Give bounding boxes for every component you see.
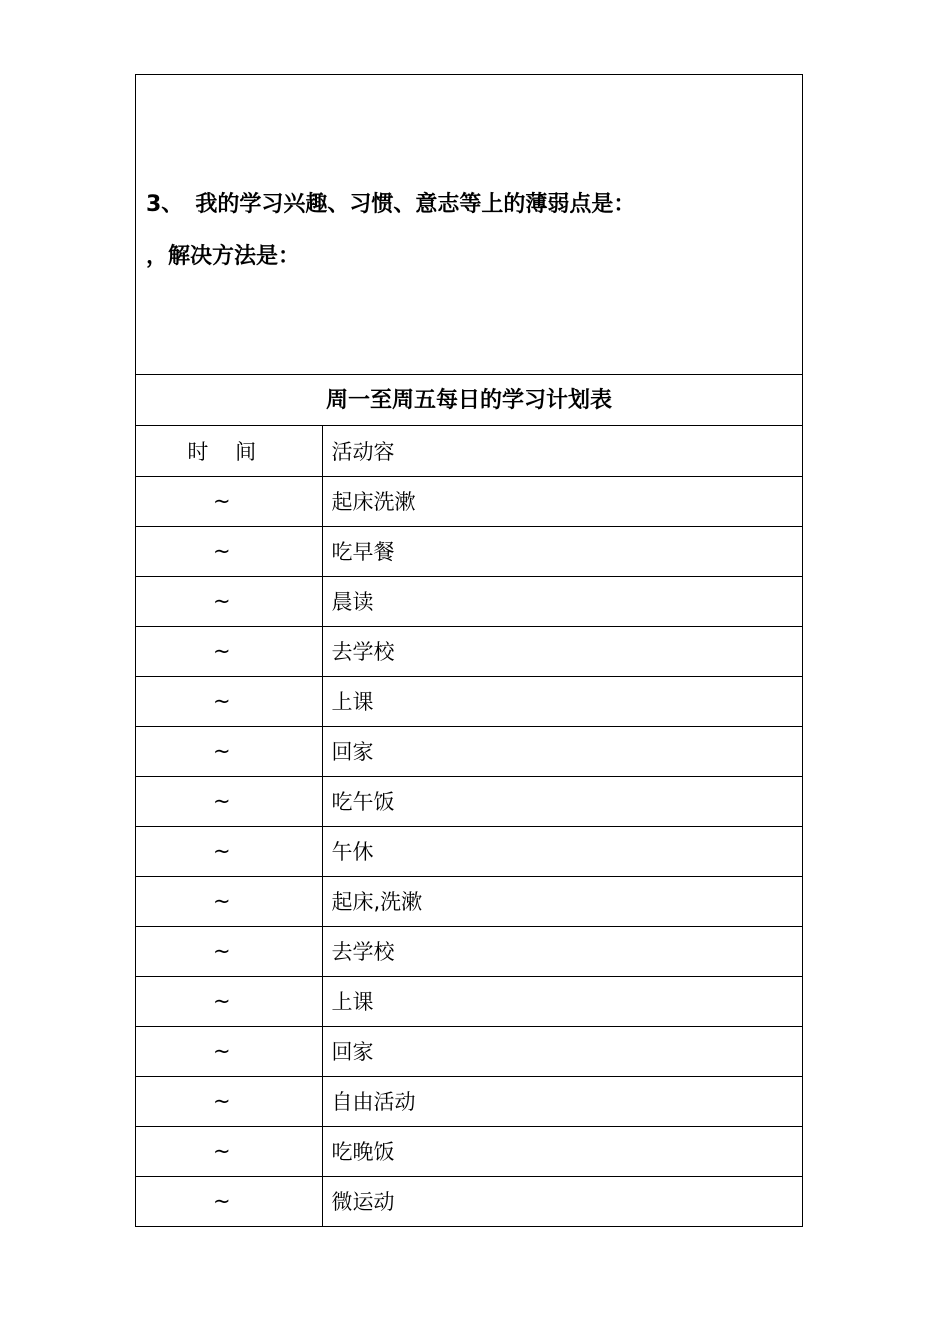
- time-cell: ~: [136, 676, 322, 726]
- table-row: [136, 776, 802, 826]
- table-row: [136, 876, 802, 926]
- time-cell: ~: [136, 576, 322, 626]
- table-row: [136, 476, 802, 526]
- time-cell: ~: [136, 626, 322, 676]
- activity-cell: 吃午饭: [322, 776, 802, 826]
- time-cell: ~: [136, 726, 322, 776]
- table-row: [136, 626, 802, 676]
- table-row: [136, 726, 802, 776]
- time-cell: ~: [136, 1176, 322, 1226]
- table-row: [136, 976, 802, 1026]
- time-column-header: 时 间: [136, 426, 322, 476]
- activity-cell: 上课: [322, 676, 802, 726]
- time-cell: ~: [136, 1126, 322, 1176]
- activity-cell: 去学校: [322, 926, 802, 976]
- time-cell: ~: [136, 926, 322, 976]
- time-cell: ~: [136, 1076, 322, 1126]
- plan-table-title: 周一至周五每日的学习计划表: [136, 375, 802, 426]
- table-row: [136, 526, 802, 576]
- table-row: [136, 1176, 802, 1226]
- activity-cell: 起床洗漱: [322, 476, 802, 526]
- weakness-section: [136, 75, 802, 375]
- activity-cell: 去学校: [322, 626, 802, 676]
- weakness-question: [146, 187, 635, 218]
- item-number: 3、: [146, 192, 184, 217]
- time-cell: ~: [136, 526, 322, 576]
- table-row: [136, 1126, 802, 1176]
- weakness-question-text: 我的学习兴趣、习惯、意志等上的薄弱点是：: [195, 192, 636, 217]
- activity-cell: 起床,洗漱: [322, 876, 802, 926]
- activity-cell: 晨读: [322, 576, 802, 626]
- time-cell: ~: [136, 1026, 322, 1076]
- time-cell: ~: [136, 876, 322, 926]
- activity-cell: 回家: [322, 1026, 802, 1076]
- table-row: [136, 1076, 802, 1126]
- time-cell: ~: [136, 776, 322, 826]
- time-cell: ~: [136, 976, 322, 1026]
- plan-table-header-row: [136, 426, 802, 476]
- activity-cell: 微运动: [331, 1190, 395, 1215]
- document-frame: [135, 74, 803, 1227]
- table-row: [136, 926, 802, 976]
- table-row: [136, 676, 802, 726]
- activity-cell: 吃早餐: [322, 526, 802, 576]
- table-row: [136, 826, 802, 876]
- solution-prompt: ，解决方法是：: [146, 244, 301, 269]
- table-row: [136, 576, 802, 626]
- activity-column-header: 活动容: [322, 426, 802, 476]
- plan-table: [136, 426, 802, 1226]
- activity-cell: 上课: [322, 976, 802, 1026]
- activity-cell: 午休: [322, 826, 802, 876]
- activity-cell: 自由活动: [322, 1076, 802, 1126]
- time-cell: ~: [136, 476, 322, 526]
- time-cell: ~: [136, 826, 322, 876]
- activity-cell: 吃晚饭: [322, 1126, 802, 1176]
- activity-cell: 回家: [322, 726, 802, 776]
- table-row: [136, 1026, 802, 1076]
